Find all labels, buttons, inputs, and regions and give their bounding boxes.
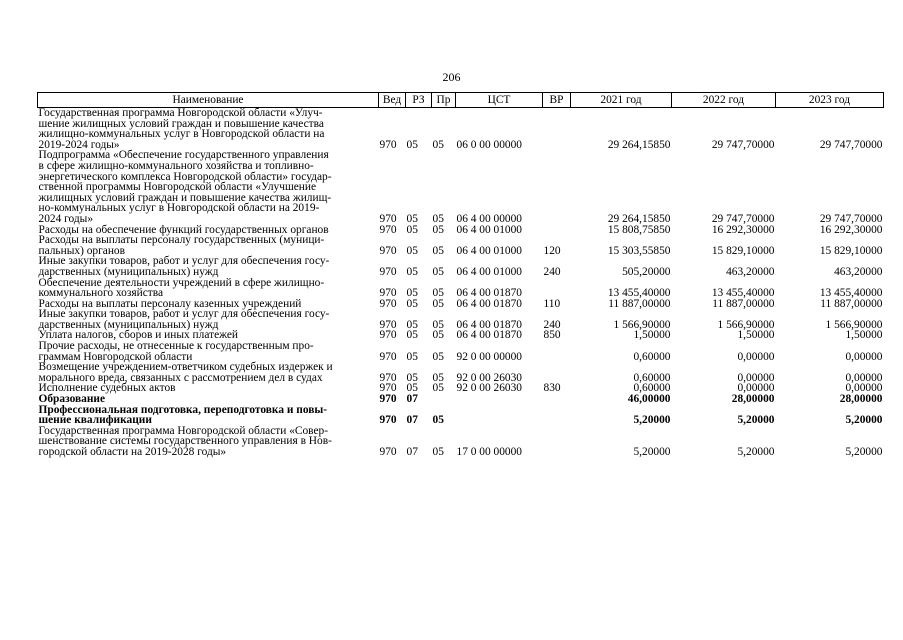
row-2023: 0,00000 <box>845 371 883 384</box>
row-2023: 11 887,00000 <box>820 297 883 310</box>
header-2022: 2022 год <box>672 93 776 108</box>
table-row <box>38 405 884 426</box>
row-2023: 15 829,10000 <box>819 244 883 257</box>
row-2022: 28,00000 <box>731 393 775 406</box>
row-ved: 970 <box>379 382 397 395</box>
row-2023: 13 455,40000 <box>819 287 883 300</box>
row-name <box>38 150 379 224</box>
row-name-line: дарственных (муниципальных) нужд <box>38 318 219 331</box>
row-name-line: Расходы на обеспечение функций государственных органов <box>38 223 329 236</box>
table-row <box>38 108 884 151</box>
row-2021: 29 264,15850 <box>607 212 671 225</box>
row-pr: 05 <box>432 371 444 384</box>
row-vr: 110 <box>543 297 561 310</box>
row-pr: 05 <box>432 287 444 300</box>
row-2023: 0,00000 <box>845 382 883 395</box>
row-2023: 1,50000 <box>845 329 883 342</box>
row-vr <box>543 426 571 458</box>
row-2023: 16 292,30000 <box>819 223 883 236</box>
row-cst: 06 0 00 00000 <box>456 138 522 151</box>
table-row <box>38 309 884 330</box>
row-rz: 05 <box>406 318 418 331</box>
row-pr: 05 <box>432 382 444 395</box>
row-2022: 29 747,70000 <box>711 212 775 225</box>
row-name-line: шенствование системы государственного управления в Нов- <box>38 435 332 448</box>
row-name-line: жилищно-коммунальных услуг в Новгородской области на <box>38 128 325 141</box>
table-row <box>38 426 884 458</box>
row-pr: 05 <box>432 212 444 225</box>
row-2021: 1,50000 <box>633 329 671 342</box>
row-name <box>38 405 379 426</box>
row-2021: 5,20000 <box>633 414 671 427</box>
row-cst: 92 0 00 26030 <box>456 382 522 395</box>
row-vr: 120 <box>543 244 561 257</box>
row-vr <box>543 341 571 362</box>
row-ved: 970 <box>379 318 397 331</box>
row-ved: 970 <box>379 297 397 310</box>
row-pr <box>432 394 456 405</box>
row-2023: 28,00000 <box>839 393 883 406</box>
row-ved: 970 <box>379 446 397 458</box>
row-ved: 970 <box>379 371 397 384</box>
row-name-line: ственной программы Новгородской области «Улучшение <box>38 181 317 194</box>
row-pr: 05 <box>432 329 444 342</box>
row-rz: 05 <box>406 138 418 151</box>
header-cst: ЦСТ <box>456 93 543 108</box>
row-rz: 07 <box>406 393 418 406</box>
row-2021: 15 303,55850 <box>607 244 671 257</box>
row-vr <box>543 362 571 383</box>
row-name-line: Обеспечение деятельности учреждений в сфере жилищно- <box>38 276 325 289</box>
row-2023: 1 566,90000 <box>825 318 883 331</box>
row-cst: 06 4 00 00000 <box>456 212 522 225</box>
row-name-line: шение квалификации <box>38 414 152 427</box>
row-name-line: шение жилищных условий граждан и повышение качества <box>38 117 324 130</box>
header-2021: 2021 год <box>571 93 672 108</box>
row-pr: 05 <box>432 138 444 151</box>
row-cst: 06 4 00 01000 <box>456 265 522 278</box>
row-rz: 05 <box>406 329 418 342</box>
row-vr: 830 <box>543 382 561 395</box>
row-2022: 11 887,00000 <box>712 297 775 310</box>
row-ved: 970 <box>379 223 397 236</box>
row-2023: 5,20000 <box>845 446 883 458</box>
row-2023: 463,20000 <box>834 265 883 278</box>
table-body <box>38 108 884 458</box>
row-2022: 1 566,90000 <box>717 318 775 331</box>
row-cst: 92 0 00 00000 <box>456 350 522 363</box>
row-2021: 29 264,15850 <box>607 138 671 151</box>
row-name-line: но-коммунальных услуг в Новгородской области на 2019- <box>38 202 320 215</box>
header-rz: РЗ <box>406 93 432 108</box>
row-vr <box>543 394 571 405</box>
table-row <box>38 341 884 362</box>
row-name-line: энергетического комплекса Новгородской области» государ- <box>38 170 332 183</box>
row-2023: 0,00000 <box>845 350 883 363</box>
row-2022: 15 829,10000 <box>711 244 775 257</box>
table-row <box>38 278 884 299</box>
row-vr: 850 <box>543 329 561 342</box>
table-header-row <box>38 93 884 108</box>
row-name <box>38 341 379 362</box>
row-pr: 05 <box>432 297 444 310</box>
row-ved: 970 <box>379 212 397 225</box>
row-ved: 970 <box>379 329 397 342</box>
row-ved: 970 <box>379 244 397 257</box>
row-rz: 05 <box>406 287 418 300</box>
row-name-line: Расходы на выплаты персоналу государственных (муници- <box>38 234 325 247</box>
row-cst: 06 4 00 01870 <box>456 318 522 331</box>
row-2022: 5,20000 <box>737 414 775 427</box>
row-rz: 05 <box>406 350 418 363</box>
row-rz: 07 <box>406 414 418 427</box>
row-name-line: дарственных (муниципальных) нужд <box>38 265 219 278</box>
row-pr: 05 <box>432 244 444 257</box>
row-name-line: Государственная программа Новгородской области «Совер- <box>38 424 329 437</box>
table-row <box>38 235 884 256</box>
row-2021: 15 808,75850 <box>607 223 671 236</box>
row-cst <box>456 405 543 426</box>
row-2022: 13 455,40000 <box>711 287 775 300</box>
row-cst <box>456 394 543 405</box>
row-name <box>38 309 379 330</box>
row-pr: 05 <box>432 414 444 427</box>
row-name-line: коммунального хозяйства <box>38 287 164 300</box>
row-cst: 06 4 00 01000 <box>456 223 522 236</box>
row-name-line: Расходы на выплаты персоналу казенных учреждений <box>38 297 302 310</box>
row-name <box>38 235 379 256</box>
row-name <box>38 256 379 277</box>
page-number: 206 <box>442 70 461 84</box>
row-vr <box>543 405 571 426</box>
row-rz: 05 <box>406 371 418 384</box>
row-name <box>38 362 379 383</box>
budget-table <box>37 92 884 458</box>
row-ved: 970 <box>379 138 397 151</box>
row-name-line: Исполнение судебных актов <box>38 382 176 395</box>
row-vr <box>543 150 571 224</box>
row-name-line: Государственная программа Новгородской области «Улуч- <box>38 107 323 119</box>
row-name-line: городской области на 2019-2028 годы» <box>38 446 227 458</box>
row-name-line: Профессиональная подготовка, переподготовка и повы- <box>38 403 328 416</box>
row-ved: 970 <box>379 287 397 300</box>
row-2021: 0,60000 <box>633 382 671 395</box>
row-cst: 06 4 00 01870 <box>456 329 522 342</box>
row-vr: 240 <box>543 265 561 278</box>
row-name-line: 2024 годы» <box>38 212 94 225</box>
row-cst: 06 4 00 01870 <box>456 287 522 300</box>
row-2021: 46,00000 <box>627 393 671 406</box>
row-pr: 05 <box>432 446 444 458</box>
row-ved: 970 <box>379 393 397 406</box>
row-2022: 0,00000 <box>737 350 775 363</box>
row-2022: 0,00000 <box>737 382 775 395</box>
row-name-line: морального вреда, связанных с рассмотрением дел в судах <box>38 371 323 384</box>
row-pr: 05 <box>432 318 444 331</box>
row-2021: 505,20000 <box>622 265 671 278</box>
row-2023: 29 747,70000 <box>819 212 883 225</box>
row-2021: 11 887,00000 <box>608 297 671 310</box>
row-name-line: Иные закупки товаров, работ и услуг для обеспечения госу- <box>38 255 330 268</box>
row-2023: 5,20000 <box>845 414 883 427</box>
row-2022: 0,00000 <box>737 371 775 384</box>
row-2022: 29 747,70000 <box>711 138 775 151</box>
row-vr <box>543 108 571 151</box>
header-2023: 2023 год <box>776 93 884 108</box>
row-name-line: граммам Новгородской области <box>38 350 193 363</box>
row-vr <box>543 278 571 299</box>
row-rz: 05 <box>406 223 418 236</box>
table-row <box>38 150 884 224</box>
table-row <box>38 362 884 383</box>
row-name-line: Уплата налогов, сборов и иных платежей <box>38 329 238 342</box>
row-name-line: Прочие расходы, не отнесенные к государственным про- <box>38 340 314 353</box>
row-name-line: Подпрограмма «Обеспечение государственного управления <box>38 149 329 162</box>
row-2021: 0,60000 <box>633 371 671 384</box>
row-rz: 05 <box>406 382 418 395</box>
row-vr <box>543 225 571 236</box>
row-name <box>38 278 379 299</box>
table-row <box>38 256 884 277</box>
row-ved: 970 <box>379 350 397 363</box>
row-cst: 06 4 00 01000 <box>456 244 522 257</box>
row-2021: 13 455,40000 <box>607 287 671 300</box>
row-name-line: жилищных условий граждан и повышение качества жилищ- <box>38 191 332 204</box>
row-name-line: Образование <box>38 393 106 406</box>
row-ved: 970 <box>379 265 397 278</box>
row-2021: 1 566,90000 <box>613 318 671 331</box>
row-name-line: Иные закупки товаров, работ и услуг для обеспечения госу- <box>38 308 330 321</box>
row-name-line: 2019-2024 годы» <box>38 138 120 151</box>
row-name <box>38 426 379 458</box>
header-pr: Пр <box>432 93 456 108</box>
row-rz: 07 <box>406 446 418 458</box>
row-name-line: в сфере жилищно-коммунального хозяйства и топливно- <box>38 159 314 172</box>
row-rz: 05 <box>406 212 418 225</box>
row-name-line: Возмещение учреждением-ответчиком судебных издержек и <box>38 361 333 374</box>
row-name-line: пальных) органов <box>38 244 126 257</box>
row-rz: 05 <box>406 244 418 257</box>
row-rz: 05 <box>406 297 418 310</box>
row-2022: 16 292,30000 <box>711 223 775 236</box>
row-pr: 05 <box>432 223 444 236</box>
header-ved: Вед <box>379 93 406 108</box>
row-2022: 5,20000 <box>737 446 775 458</box>
header-name: Наименование <box>38 93 379 108</box>
row-vr: 240 <box>543 318 561 331</box>
row-2023: 29 747,70000 <box>819 138 883 151</box>
row-2021: 0,60000 <box>633 350 671 363</box>
row-cst: 92 0 00 26030 <box>456 371 522 384</box>
row-pr: 05 <box>432 350 444 363</box>
header-vr: ВР <box>543 93 571 108</box>
row-rz: 05 <box>406 265 418 278</box>
row-pr: 05 <box>432 265 444 278</box>
row-name <box>38 108 379 151</box>
row-cst: 17 0 00 00000 <box>456 446 522 458</box>
row-2022: 1,50000 <box>737 329 775 342</box>
row-2021: 5,20000 <box>633 446 671 458</box>
row-cst: 06 4 00 01870 <box>456 297 522 310</box>
row-ved: 970 <box>379 414 397 427</box>
row-2022: 463,20000 <box>726 265 775 278</box>
